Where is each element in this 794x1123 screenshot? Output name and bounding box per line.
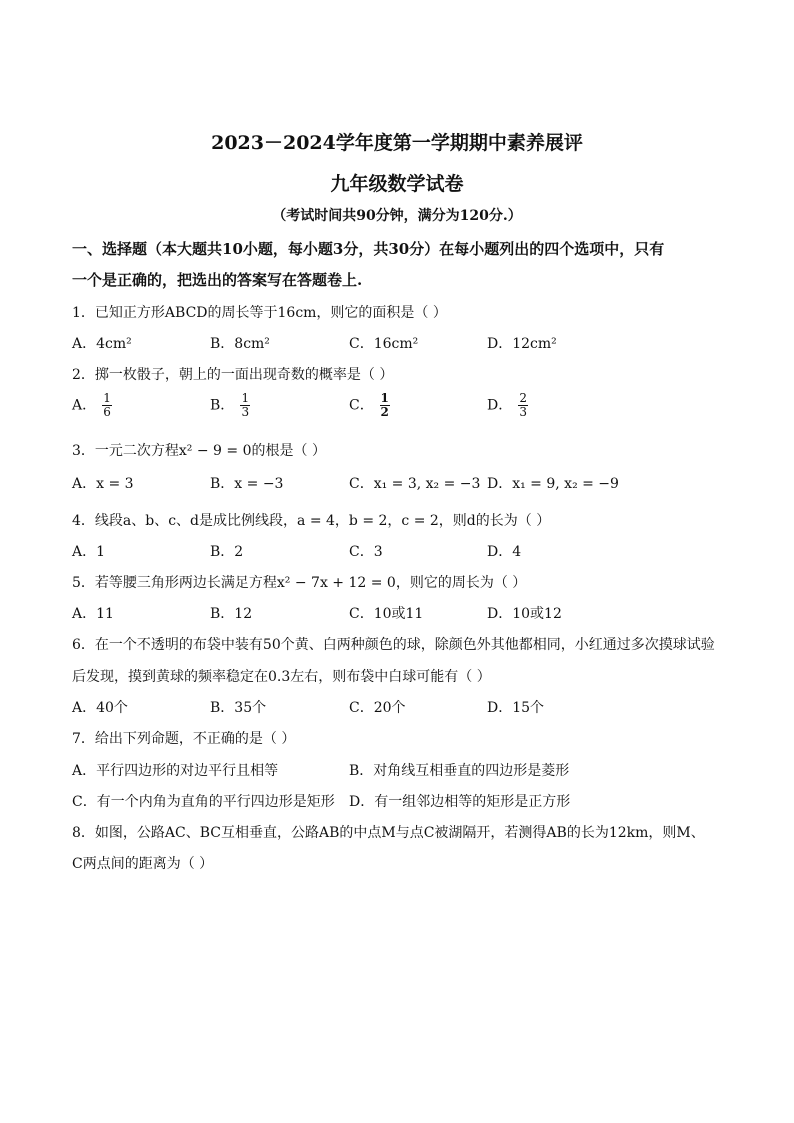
question-5-option-a: A．11 bbox=[72, 606, 114, 622]
denominator: 3 bbox=[519, 405, 528, 419]
question-8-stem-line-2: C两点间的距离为（ ） bbox=[72, 856, 214, 872]
question-6-option-a: A．40个 bbox=[72, 700, 128, 716]
question-5-option-c: C．10或11 bbox=[349, 606, 424, 622]
option-label: D． bbox=[487, 397, 513, 414]
question-5-option-d: D．10或12 bbox=[487, 606, 562, 622]
denominator: 3 bbox=[241, 405, 250, 419]
question-1-option-c: C．16cm² bbox=[349, 336, 419, 352]
question-2-option-d bbox=[487, 392, 528, 419]
question-6-option-c: C．20个 bbox=[349, 700, 406, 716]
fraction bbox=[380, 392, 390, 419]
denominator: 2 bbox=[380, 405, 389, 419]
numerator: 1 bbox=[103, 391, 111, 405]
exam-subtitle: 九年级数学试卷 bbox=[330, 173, 464, 195]
question-4-option-c: C．3 bbox=[349, 544, 383, 560]
question-5-option-b: B．12 bbox=[210, 606, 253, 622]
fraction bbox=[518, 392, 528, 419]
numerator: 1 bbox=[380, 391, 389, 405]
question-6-option-d: D．15个 bbox=[487, 700, 545, 716]
option-label: A． bbox=[72, 397, 97, 414]
section-heading-line-2: 一个是正确的，把选出的答案写在答题卷上. bbox=[72, 271, 363, 289]
question-8-stem-line-1: 8．如图，公路AC、BC互相垂直，公路AB的中点M与点C被湖隔开，若测得AB的长为12km，则M、 bbox=[72, 825, 705, 841]
question-6-stem-line-1: 6．在一个不透明的布袋中装有50个黄、白两种颜色的球，除颜色外其他都相同，小红通过多次摸球试验 bbox=[72, 637, 715, 653]
numerator: 2 bbox=[519, 391, 528, 405]
question-2-option-a bbox=[72, 392, 112, 419]
question-6-stem-line-2: 后发现，摸到黄球的频率稳定在0.3左右，则布袋中白球可能有（ ） bbox=[72, 669, 491, 685]
question-6-option-b: B．35个 bbox=[210, 700, 267, 716]
numerator: 1 bbox=[241, 391, 250, 405]
question-7-option-c: C．有一个内角为直角的平行四边形是矩形 bbox=[72, 794, 335, 810]
question-3-stem: 3．一元二次方程x² − 9 = 0的根是（ ） bbox=[72, 443, 326, 459]
question-2-option-b bbox=[210, 392, 250, 419]
question-4-option-a: A．1 bbox=[72, 544, 106, 560]
question-4-stem: 4．线段a、b、c、d是成比例线段，a = 4，b = 2，c = 2，则d的长为（ ） bbox=[72, 513, 551, 529]
exam-title: 2023－2024学年度第一学期期中素养展评 bbox=[211, 132, 583, 154]
question-7-stem: 7．给出下列命题，不正确的是（ ） bbox=[72, 731, 296, 747]
question-3-option-b: B．x = −3 bbox=[210, 476, 284, 492]
question-1-option-d: D．12cm² bbox=[487, 336, 557, 352]
section-heading-line-1: 一、选择题（本大题共10小题，每小题3分，共30分）在每小题列出的四个选项中，只有 bbox=[72, 240, 665, 258]
exam-note: （考试时间共90分钟，满分为120分.） bbox=[272, 208, 522, 224]
question-3-option-a: A．x = 3 bbox=[72, 476, 134, 492]
question-3-option-d: D．x₁ = 9, x₂ = −9 bbox=[487, 476, 619, 492]
question-3-option-c: C．x₁ = 3, x₂ = −3 bbox=[349, 476, 481, 492]
question-4-option-d: D．4 bbox=[487, 544, 522, 560]
question-1-option-a: A．4cm² bbox=[72, 336, 132, 352]
question-2-option-c bbox=[349, 392, 390, 419]
fraction bbox=[240, 392, 250, 419]
option-label: C． bbox=[349, 397, 374, 414]
question-1-stem: 1．已知正方形ABCD的周长等于16cm，则它的面积是（ ） bbox=[72, 305, 447, 321]
question-4-option-b: B．2 bbox=[210, 544, 244, 560]
option-label: B． bbox=[210, 397, 235, 414]
question-5-stem: 5．若等腰三角形两边长满足方程x² − 7x + 12 = 0，则它的周长为（ ） bbox=[72, 575, 527, 591]
question-7-option-b: B．对角线互相垂直的四边形是菱形 bbox=[349, 763, 570, 779]
question-2-stem: 2．掷一枚骰子，朝上的一面出现奇数的概率是（ ） bbox=[72, 367, 394, 383]
question-7-option-d: D．有一组邻边相等的矩形是正方形 bbox=[349, 794, 571, 810]
question-1-option-b: B．8cm² bbox=[210, 336, 270, 352]
denominator: 6 bbox=[103, 405, 111, 419]
fraction bbox=[102, 392, 112, 419]
question-7-option-a: A．平行四边形的对边平行且相等 bbox=[72, 763, 279, 779]
